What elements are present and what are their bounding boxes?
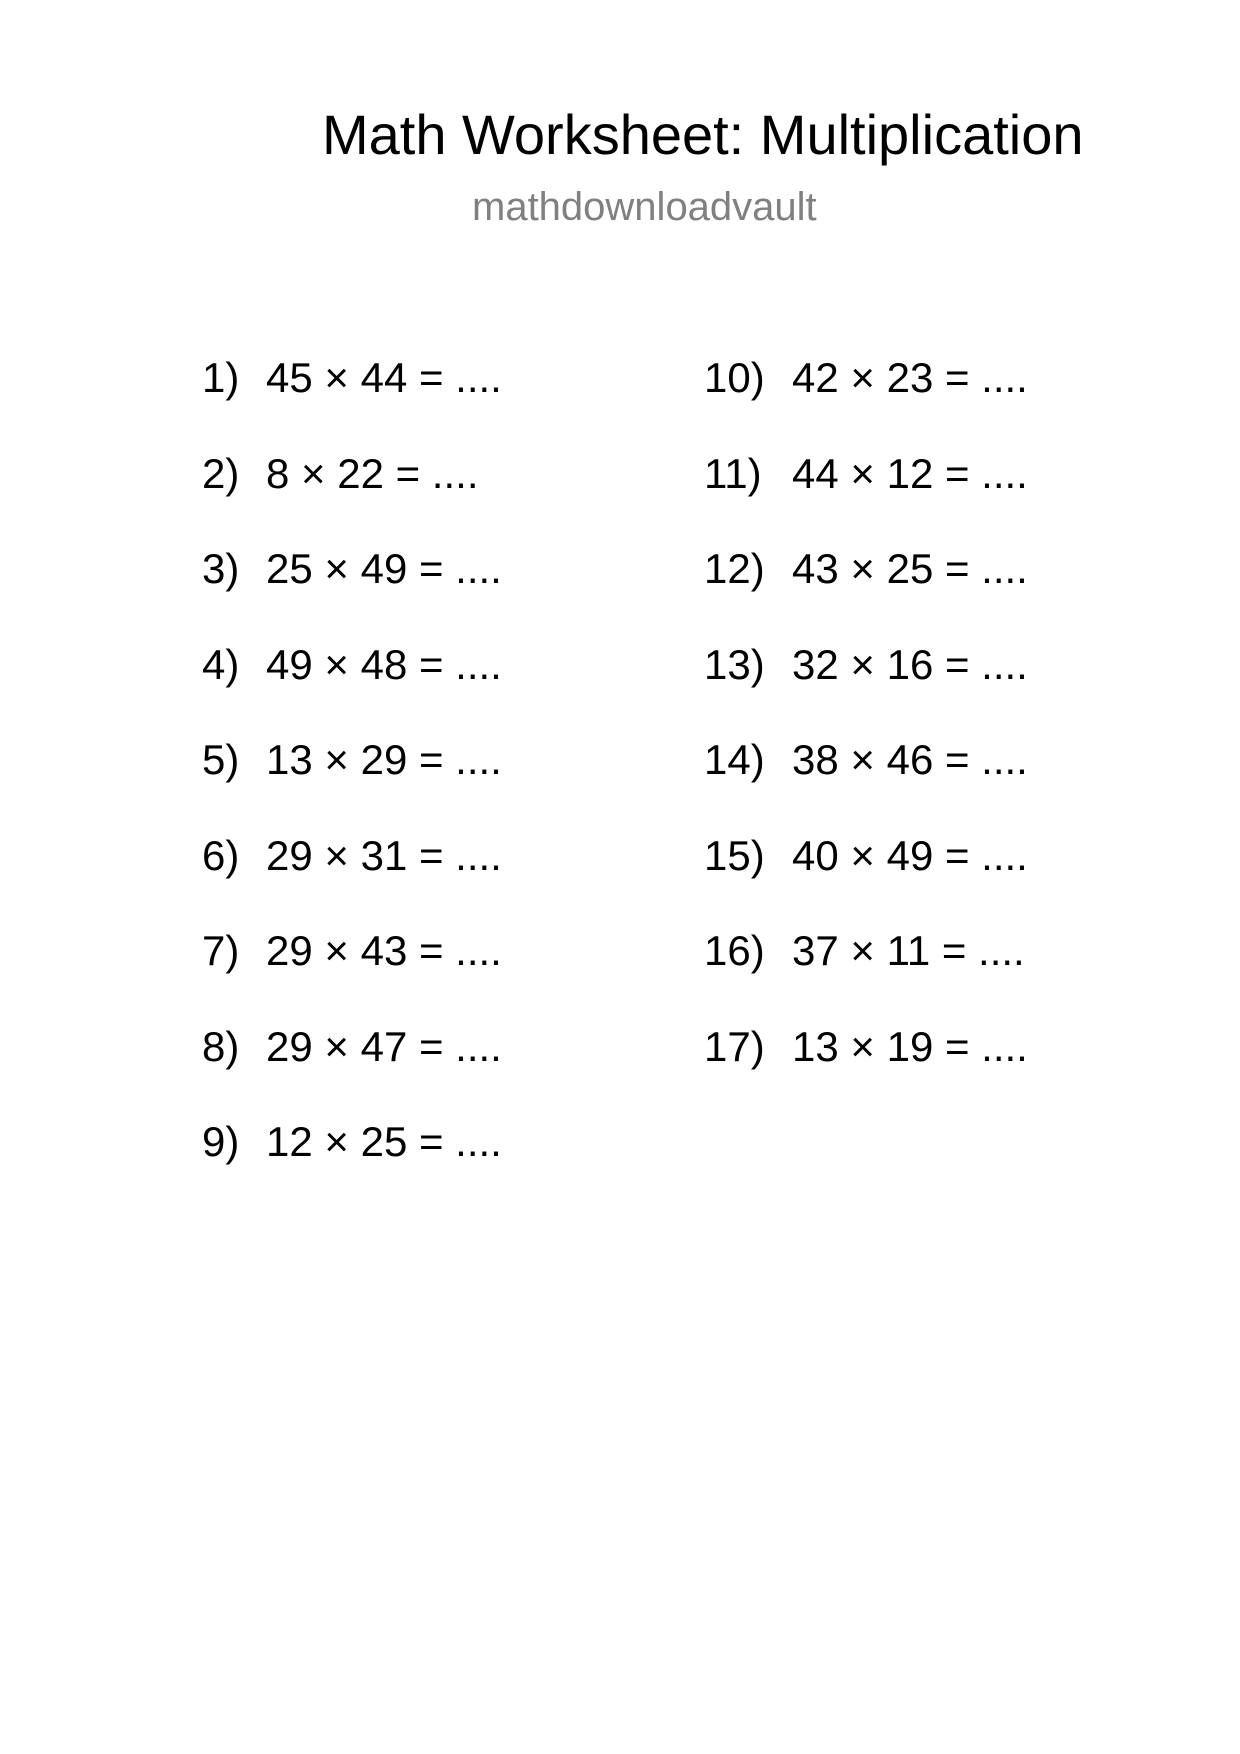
problem-item [704, 350, 1028, 446]
problem-item [704, 446, 1028, 542]
problem-expression: 42 × 23 = .... [792, 354, 1028, 401]
problem-item [202, 1019, 502, 1115]
problem-item [202, 1114, 502, 1210]
problem-item [202, 732, 502, 828]
problem-number: 2) [202, 449, 240, 497]
problem-expression: 13 × 29 = .... [266, 736, 502, 783]
problem-expression: 29 × 31 = .... [266, 831, 502, 879]
problem-item [704, 1019, 1028, 1115]
problem-item [704, 637, 1028, 733]
problem-number: 6) [202, 831, 240, 879]
problem-number: 16) [704, 927, 765, 974]
problem-number: 4) [202, 640, 240, 688]
problem-item [704, 732, 1028, 828]
problem-item [202, 446, 502, 542]
problem-number: 5) [202, 736, 240, 783]
problem-number: 3) [202, 545, 240, 592]
page-title: Math Worksheet: Multiplication [322, 103, 1084, 166]
problem-number: 8) [202, 1022, 240, 1070]
problem-expression: 29 × 47 = .... [266, 1022, 502, 1070]
problem-expression: 12 × 25 = .... [266, 1118, 502, 1165]
problem-item [704, 541, 1028, 637]
problems-column-left [202, 350, 502, 1210]
problem-number: 14) [704, 736, 765, 783]
problem-number: 1) [202, 354, 240, 401]
problem-item [202, 350, 502, 446]
problem-expression: 13 × 19 = .... [792, 1022, 1028, 1070]
problems-column-right [704, 350, 1028, 1114]
problem-number: 13) [704, 640, 765, 688]
problem-expression: 43 × 25 = .... [792, 545, 1028, 592]
problem-item [202, 637, 502, 733]
problem-item [202, 828, 502, 924]
problem-number: 17) [704, 1022, 765, 1070]
problem-number: 9) [202, 1118, 240, 1165]
problem-expression: 38 × 46 = .... [792, 736, 1028, 783]
problem-expression: 25 × 49 = .... [266, 545, 502, 592]
problem-number: 10) [704, 354, 765, 401]
problem-number: 7) [202, 927, 240, 974]
problem-expression: 8 × 22 = .... [266, 449, 479, 497]
page-subtitle: mathdownloadvault [472, 185, 817, 229]
problem-number: 11) [704, 449, 762, 497]
problem-expression: 32 × 16 = .... [792, 640, 1028, 688]
problem-expression: 29 × 43 = .... [266, 927, 502, 974]
problem-expression: 37 × 11 = .... [792, 927, 1025, 974]
problem-item [202, 541, 502, 637]
problem-expression: 44 × 12 = .... [792, 449, 1028, 497]
problem-number: 15) [704, 831, 765, 879]
problem-item [704, 923, 1028, 1019]
problem-expression: 45 × 44 = .... [266, 354, 502, 401]
problem-item [704, 828, 1028, 924]
problem-expression: 40 × 49 = .... [792, 831, 1028, 879]
problem-item [202, 923, 502, 1019]
problem-expression: 49 × 48 = .... [266, 640, 502, 688]
problem-number: 12) [704, 545, 765, 592]
